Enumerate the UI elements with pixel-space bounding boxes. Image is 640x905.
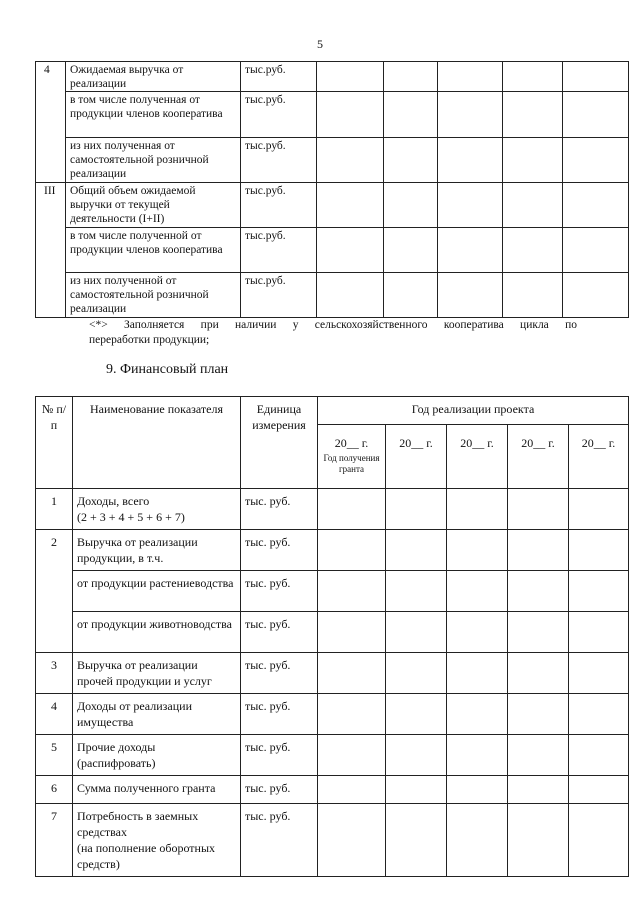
value-cell[interactable] — [318, 571, 386, 612]
value-cell[interactable] — [563, 228, 629, 273]
value-cell[interactable] — [569, 804, 629, 877]
unit-cell: тыс.руб. — [241, 273, 317, 318]
indicator-name: из них полученная от самостоятельной розничной реализации — [66, 138, 241, 183]
value-cell[interactable] — [384, 273, 438, 318]
row-number: 3 — [36, 653, 73, 694]
value-cell[interactable] — [563, 92, 629, 138]
unit-cell: тыс.руб. — [241, 183, 317, 228]
value-cell[interactable] — [318, 804, 386, 877]
row-number: 5 — [36, 735, 73, 776]
value-cell[interactable] — [508, 694, 569, 735]
value-cell[interactable] — [318, 653, 386, 694]
value-cell[interactable] — [508, 489, 569, 530]
table-row — [36, 489, 629, 530]
table-row — [36, 694, 629, 735]
value-cell[interactable] — [317, 138, 384, 183]
indicator-name: Ожидаемая выручка от реализации — [66, 62, 241, 92]
value-cell[interactable] — [563, 62, 629, 92]
value-cell[interactable] — [318, 735, 386, 776]
row-number — [36, 138, 66, 183]
value-cell[interactable] — [569, 612, 629, 653]
header-unit: Единица измерения — [241, 397, 318, 489]
value-cell[interactable] — [386, 804, 447, 877]
table-row — [36, 228, 629, 273]
value-cell[interactable] — [569, 530, 629, 571]
value-cell[interactable] — [447, 694, 508, 735]
value-cell[interactable] — [386, 571, 447, 612]
value-cell[interactable] — [569, 694, 629, 735]
indicator-name: Доходы, всего (2 + 3 + 4 + 5 + 6 + 7) — [73, 489, 241, 530]
value-cell[interactable] — [386, 694, 447, 735]
unit-cell: тыс. руб. — [241, 571, 318, 612]
value-cell[interactable] — [447, 530, 508, 571]
value-cell[interactable] — [569, 489, 629, 530]
value-cell[interactable] — [317, 92, 384, 138]
value-cell[interactable] — [569, 735, 629, 776]
value-cell[interactable] — [569, 653, 629, 694]
value-cell[interactable] — [317, 62, 384, 92]
value-cell[interactable] — [508, 571, 569, 612]
value-cell[interactable] — [317, 273, 384, 318]
unit-cell: тыс. руб. — [241, 530, 318, 571]
header-year-3: 20__ г. — [447, 425, 508, 489]
value-cell[interactable] — [508, 530, 569, 571]
row-number: 7 — [36, 804, 73, 877]
row-number: III — [36, 183, 66, 228]
indicator-name: из них полученной от самостоятельной розничной реализации — [66, 273, 241, 318]
table-row — [36, 804, 629, 877]
table-row — [36, 735, 629, 776]
table-row — [36, 776, 629, 804]
value-cell[interactable] — [508, 653, 569, 694]
table-row — [36, 612, 629, 653]
value-cell[interactable] — [438, 62, 503, 92]
value-cell[interactable] — [386, 489, 447, 530]
value-cell[interactable] — [447, 653, 508, 694]
value-cell[interactable] — [508, 612, 569, 653]
footnote — [89, 318, 577, 348]
indicator-name: Сумма полученного гранта — [73, 776, 241, 804]
value-cell[interactable] — [447, 804, 508, 877]
value-cell[interactable] — [508, 776, 569, 804]
value-cell[interactable] — [503, 62, 563, 92]
unit-cell: тыс. руб. — [241, 804, 318, 877]
indicator-name: Общий объем ожидаемой выручки от текущей деятельности (I+II) — [66, 183, 241, 228]
value-cell[interactable] — [503, 138, 563, 183]
value-cell[interactable] — [508, 735, 569, 776]
row-number — [36, 571, 73, 612]
financial-plan-table — [35, 396, 629, 877]
footnote-line-2: переработки продукции; — [89, 334, 210, 346]
indicator-name: в том числе полученной от продукции членов кооператива — [66, 228, 241, 273]
value-cell[interactable] — [317, 228, 384, 273]
value-cell[interactable] — [386, 530, 447, 571]
row-number — [36, 92, 66, 138]
value-cell[interactable] — [318, 530, 386, 571]
value-cell[interactable] — [386, 776, 447, 804]
value-cell[interactable] — [384, 92, 438, 138]
value-cell[interactable] — [438, 92, 503, 138]
table-row — [36, 92, 629, 138]
table-row — [36, 530, 629, 571]
value-cell[interactable] — [447, 489, 508, 530]
table-row — [36, 653, 629, 694]
header-year-2: 20__ г. — [386, 425, 447, 489]
header-row — [36, 397, 629, 425]
unit-cell: тыс. руб. — [241, 735, 318, 776]
value-cell[interactable] — [384, 228, 438, 273]
value-cell[interactable] — [318, 694, 386, 735]
indicator-name: Потребность в заемных средствах (на пополнение оборотных средств) — [73, 804, 241, 877]
value-cell[interactable] — [384, 62, 438, 92]
table-row — [36, 273, 629, 318]
indicator-name: от продукции животноводства — [73, 612, 241, 653]
revenue-table — [35, 61, 629, 318]
header-year-5: 20__ г. — [569, 425, 629, 489]
value-cell[interactable] — [503, 92, 563, 138]
value-cell[interactable] — [384, 183, 438, 228]
header-year-4: 20__ г. — [508, 425, 569, 489]
value-cell[interactable] — [569, 571, 629, 612]
unit-cell: тыс. руб. — [241, 694, 318, 735]
value-cell[interactable] — [386, 612, 447, 653]
value-cell[interactable] — [318, 776, 386, 804]
value-cell[interactable] — [503, 273, 563, 318]
unit-cell: тыс. руб. — [241, 612, 318, 653]
value-cell[interactable] — [318, 612, 386, 653]
value-cell[interactable] — [438, 273, 503, 318]
value-cell[interactable] — [438, 138, 503, 183]
grant-year-note: Год получения гранта — [323, 453, 380, 474]
indicator-name: Выручка от реализации прочей продукции и услуг — [73, 653, 241, 694]
footnote-line-1: <*> Заполняется при наличии у сельскохозяйственного кооператива цикла по — [89, 319, 577, 331]
value-cell[interactable] — [508, 804, 569, 877]
value-cell[interactable] — [317, 183, 384, 228]
value-cell[interactable] — [447, 612, 508, 653]
indicator-name: Выручка от реализации продукции, в т.ч. — [73, 530, 241, 571]
unit-cell: тыс.руб. — [241, 92, 317, 138]
unit-cell: тыс. руб. — [241, 776, 318, 804]
value-cell[interactable] — [503, 183, 563, 228]
indicator-name: от продукции растениеводства — [73, 571, 241, 612]
row-number: 4 — [36, 62, 66, 92]
year-label: 20__ г. — [334, 436, 369, 450]
value-cell[interactable] — [384, 138, 438, 183]
value-cell[interactable] — [318, 489, 386, 530]
unit-cell: тыс.руб. — [241, 228, 317, 273]
page-number: 5 — [317, 37, 323, 51]
row-number: 4 — [36, 694, 73, 735]
header-name: Наименование показателя — [73, 397, 241, 489]
unit-cell: тыс.руб. — [241, 138, 317, 183]
table-row — [36, 62, 629, 92]
section-title: 9. Финансовый план — [106, 362, 229, 377]
header-years-group: Год реализации проекта — [318, 397, 629, 425]
value-cell[interactable] — [447, 735, 508, 776]
value-cell[interactable] — [563, 273, 629, 318]
value-cell[interactable] — [569, 776, 629, 804]
row-number: 2 — [36, 530, 73, 571]
row-number — [36, 228, 66, 273]
indicator-name: Доходы от реализации имущества — [73, 694, 241, 735]
row-number: 1 — [36, 489, 73, 530]
row-number — [36, 612, 73, 653]
row-number — [36, 273, 66, 318]
unit-cell: тыс.руб. — [241, 62, 317, 92]
table-row — [36, 183, 629, 228]
table-row — [36, 138, 629, 183]
table-row — [36, 571, 629, 612]
value-cell[interactable] — [447, 776, 508, 804]
value-cell[interactable] — [503, 228, 563, 273]
indicator-name: в том числе полученная от продукции членов кооператива — [66, 92, 241, 138]
unit-cell: тыс. руб. — [241, 653, 318, 694]
value-cell[interactable] — [386, 653, 447, 694]
header-num: № п/п — [36, 397, 73, 489]
value-cell[interactable] — [386, 735, 447, 776]
value-cell[interactable] — [563, 138, 629, 183]
value-cell[interactable] — [563, 183, 629, 228]
value-cell[interactable] — [438, 183, 503, 228]
value-cell[interactable] — [447, 571, 508, 612]
indicator-name: Прочие доходы (распифровать) — [73, 735, 241, 776]
unit-cell: тыс. руб. — [241, 489, 318, 530]
row-number: 6 — [36, 776, 73, 804]
value-cell[interactable] — [438, 228, 503, 273]
header-year-1 — [318, 425, 386, 489]
